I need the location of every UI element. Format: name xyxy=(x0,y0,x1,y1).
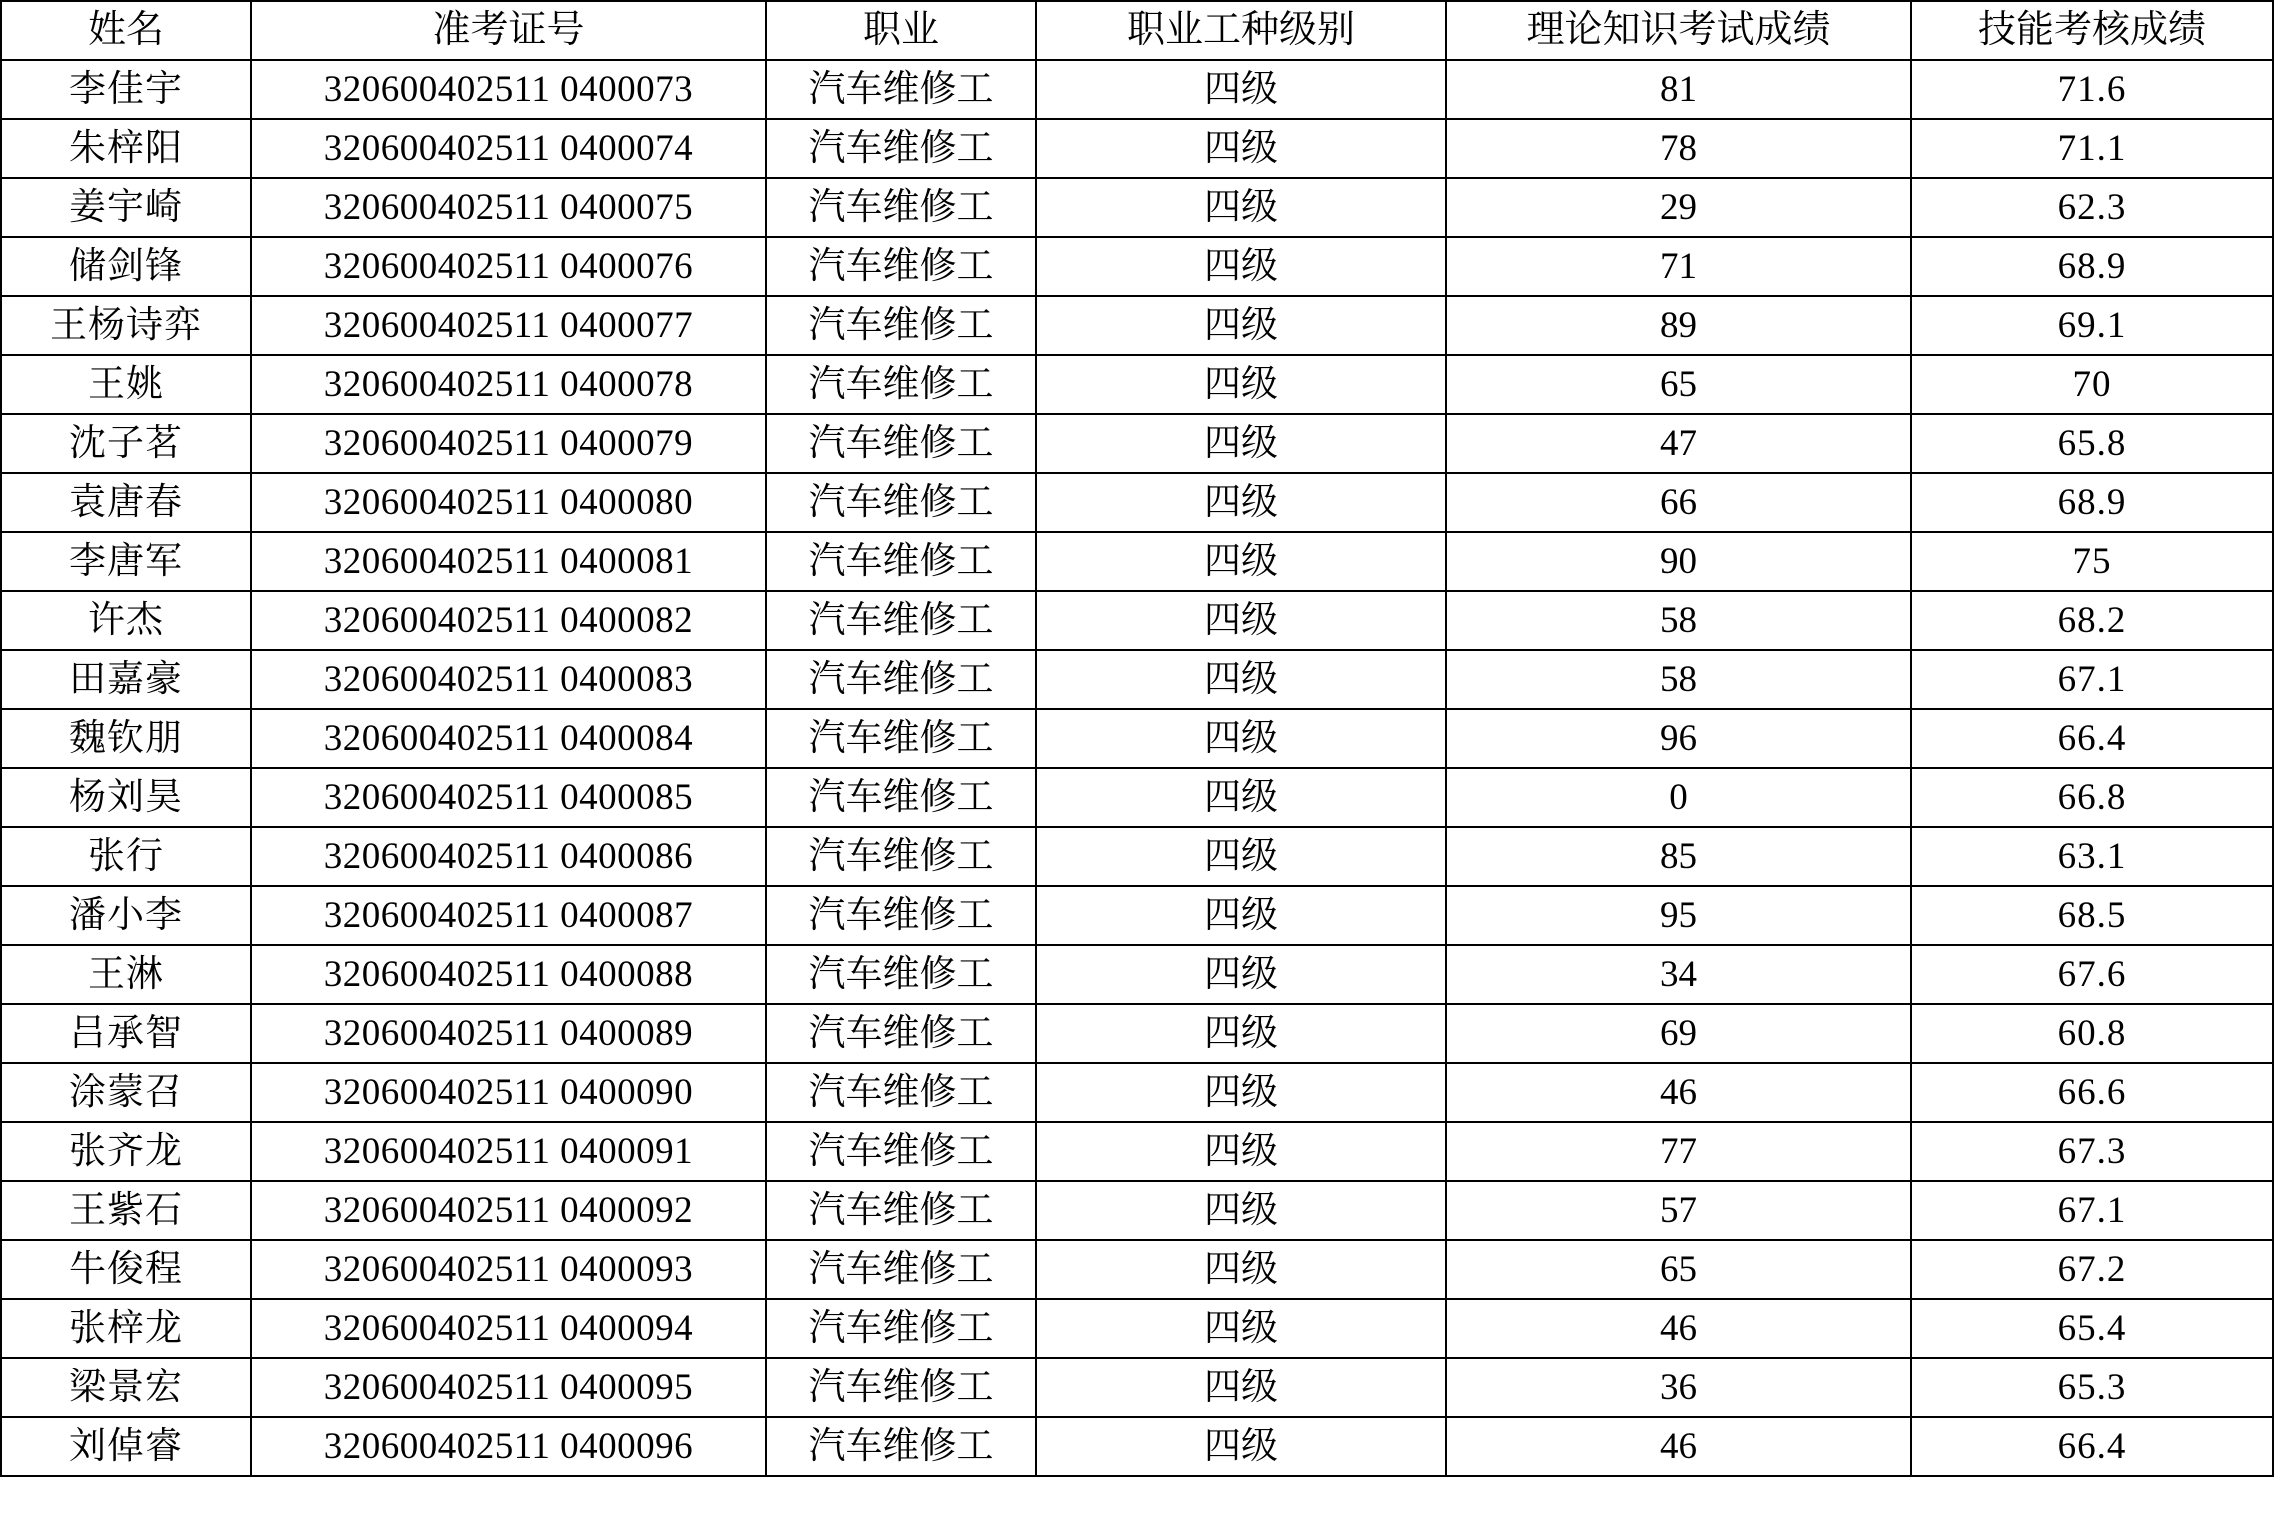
occupation-level: 四级 xyxy=(1036,1063,1446,1122)
column-header-level: 职业工种级别 xyxy=(1036,1,1446,60)
column-header-occupation: 职业 xyxy=(766,1,1036,60)
occupation: 汽车维修工 xyxy=(766,178,1036,237)
occupation: 汽车维修工 xyxy=(766,1063,1036,1122)
occupation-level: 四级 xyxy=(1036,709,1446,768)
ticket-number: 320600402511 0400080 xyxy=(251,473,766,532)
skill-score: 71.6 xyxy=(1911,60,2273,119)
occupation-level: 四级 xyxy=(1036,473,1446,532)
theory-score: 46 xyxy=(1446,1299,1911,1358)
occupation-level: 四级 xyxy=(1036,60,1446,119)
skill-score: 66.8 xyxy=(1911,768,2273,827)
table-row xyxy=(1,1299,2273,1358)
candidate-name: 王杨诗弈 xyxy=(1,296,251,355)
candidate-name: 梁景宏 xyxy=(1,1358,251,1417)
occupation: 汽车维修工 xyxy=(766,60,1036,119)
theory-score: 0 xyxy=(1446,768,1911,827)
table-header-row xyxy=(1,1,2273,60)
occupation: 汽车维修工 xyxy=(766,886,1036,945)
candidate-name: 王姚 xyxy=(1,355,251,414)
skill-score: 70 xyxy=(1911,355,2273,414)
occupation: 汽车维修工 xyxy=(766,1004,1036,1063)
table-row xyxy=(1,1181,2273,1240)
candidate-name: 姜宇崎 xyxy=(1,178,251,237)
table-row xyxy=(1,60,2273,119)
occupation-level: 四级 xyxy=(1036,237,1446,296)
occupation: 汽车维修工 xyxy=(766,296,1036,355)
theory-score: 78 xyxy=(1446,119,1911,178)
ticket-number: 320600402511 0400083 xyxy=(251,650,766,709)
column-header-theory-score: 理论知识考试成绩 xyxy=(1446,1,1911,60)
table-row xyxy=(1,768,2273,827)
occupation-level: 四级 xyxy=(1036,178,1446,237)
skill-score: 65.4 xyxy=(1911,1299,2273,1358)
occupation-level: 四级 xyxy=(1036,296,1446,355)
ticket-number: 320600402511 0400077 xyxy=(251,296,766,355)
table-row xyxy=(1,1240,2273,1299)
column-header-ticket: 准考证号 xyxy=(251,1,766,60)
table-row xyxy=(1,1122,2273,1181)
skill-score: 60.8 xyxy=(1911,1004,2273,1063)
skill-score: 67.1 xyxy=(1911,1181,2273,1240)
skill-score: 62.3 xyxy=(1911,178,2273,237)
candidate-name: 魏钦朋 xyxy=(1,709,251,768)
occupation: 汽车维修工 xyxy=(766,1299,1036,1358)
candidate-name: 储剑锋 xyxy=(1,237,251,296)
ticket-number: 320600402511 0400092 xyxy=(251,1181,766,1240)
candidate-name: 王紫石 xyxy=(1,1181,251,1240)
occupation: 汽车维修工 xyxy=(766,1358,1036,1417)
occupation: 汽车维修工 xyxy=(766,945,1036,1004)
theory-score: 36 xyxy=(1446,1358,1911,1417)
occupation-level: 四级 xyxy=(1036,1181,1446,1240)
theory-score: 58 xyxy=(1446,591,1911,650)
occupation: 汽车维修工 xyxy=(766,1240,1036,1299)
table-row xyxy=(1,237,2273,296)
ticket-number: 320600402511 0400073 xyxy=(251,60,766,119)
candidate-name: 朱梓阳 xyxy=(1,119,251,178)
occupation: 汽车维修工 xyxy=(766,119,1036,178)
occupation: 汽车维修工 xyxy=(766,237,1036,296)
theory-score: 29 xyxy=(1446,178,1911,237)
table-row xyxy=(1,296,2273,355)
table-row xyxy=(1,414,2273,473)
skill-score: 67.2 xyxy=(1911,1240,2273,1299)
table-header xyxy=(1,1,2273,60)
table-row xyxy=(1,709,2273,768)
table-row xyxy=(1,591,2273,650)
candidate-name: 王淋 xyxy=(1,945,251,1004)
occupation: 汽车维修工 xyxy=(766,827,1036,886)
ticket-number: 320600402511 0400081 xyxy=(251,532,766,591)
skill-score: 71.1 xyxy=(1911,119,2273,178)
table-row xyxy=(1,473,2273,532)
theory-score: 66 xyxy=(1446,473,1911,532)
theory-score: 34 xyxy=(1446,945,1911,1004)
occupation: 汽车维修工 xyxy=(766,473,1036,532)
candidate-name: 吕承智 xyxy=(1,1004,251,1063)
ticket-number: 320600402511 0400094 xyxy=(251,1299,766,1358)
skill-score: 68.2 xyxy=(1911,591,2273,650)
table-row xyxy=(1,1417,2273,1476)
column-header-skill-score: 技能考核成绩 xyxy=(1911,1,2273,60)
theory-score: 77 xyxy=(1446,1122,1911,1181)
candidate-name: 杨刘昊 xyxy=(1,768,251,827)
table-row xyxy=(1,945,2273,1004)
occupation-level: 四级 xyxy=(1036,119,1446,178)
table-row xyxy=(1,650,2273,709)
ticket-number: 320600402511 0400079 xyxy=(251,414,766,473)
theory-score: 47 xyxy=(1446,414,1911,473)
table-row xyxy=(1,532,2273,591)
occupation-level: 四级 xyxy=(1036,1299,1446,1358)
skill-score: 63.1 xyxy=(1911,827,2273,886)
candidate-name: 潘小李 xyxy=(1,886,251,945)
occupation: 汽车维修工 xyxy=(766,1417,1036,1476)
table-row xyxy=(1,1004,2273,1063)
skill-score: 68.5 xyxy=(1911,886,2273,945)
candidate-name: 牛俊程 xyxy=(1,1240,251,1299)
occupation-level: 四级 xyxy=(1036,945,1446,1004)
ticket-number: 320600402511 0400088 xyxy=(251,945,766,1004)
ticket-number: 320600402511 0400087 xyxy=(251,886,766,945)
occupation-level: 四级 xyxy=(1036,650,1446,709)
table-row xyxy=(1,355,2273,414)
skill-score: 66.4 xyxy=(1911,1417,2273,1476)
theory-score: 85 xyxy=(1446,827,1911,886)
ticket-number: 320600402511 0400096 xyxy=(251,1417,766,1476)
ticket-number: 320600402511 0400078 xyxy=(251,355,766,414)
table-row xyxy=(1,119,2273,178)
theory-score: 46 xyxy=(1446,1417,1911,1476)
candidate-name: 刘倬睿 xyxy=(1,1417,251,1476)
theory-score: 69 xyxy=(1446,1004,1911,1063)
candidate-name: 张梓龙 xyxy=(1,1299,251,1358)
candidate-name: 袁唐春 xyxy=(1,473,251,532)
theory-score: 58 xyxy=(1446,650,1911,709)
ticket-number: 320600402511 0400086 xyxy=(251,827,766,886)
ticket-number: 320600402511 0400090 xyxy=(251,1063,766,1122)
skill-score: 65.3 xyxy=(1911,1358,2273,1417)
table-body xyxy=(1,60,2273,1476)
ticket-number: 320600402511 0400082 xyxy=(251,591,766,650)
occupation: 汽车维修工 xyxy=(766,414,1036,473)
skill-score: 69.1 xyxy=(1911,296,2273,355)
occupation-level: 四级 xyxy=(1036,532,1446,591)
skill-score: 68.9 xyxy=(1911,473,2273,532)
ticket-number: 320600402511 0400089 xyxy=(251,1004,766,1063)
ticket-number: 320600402511 0400074 xyxy=(251,119,766,178)
skill-score: 67.1 xyxy=(1911,650,2273,709)
candidate-name: 涂蒙召 xyxy=(1,1063,251,1122)
occupation-level: 四级 xyxy=(1036,1358,1446,1417)
theory-score: 95 xyxy=(1446,886,1911,945)
skill-score: 67.6 xyxy=(1911,945,2273,1004)
ticket-number: 320600402511 0400084 xyxy=(251,709,766,768)
candidate-name: 张齐龙 xyxy=(1,1122,251,1181)
ticket-number: 320600402511 0400091 xyxy=(251,1122,766,1181)
occupation-level: 四级 xyxy=(1036,355,1446,414)
column-header-name: 姓名 xyxy=(1,1,251,60)
occupation: 汽车维修工 xyxy=(766,532,1036,591)
theory-score: 90 xyxy=(1446,532,1911,591)
theory-score: 65 xyxy=(1446,1240,1911,1299)
occupation: 汽车维修工 xyxy=(766,768,1036,827)
table-row xyxy=(1,1358,2273,1417)
theory-score: 81 xyxy=(1446,60,1911,119)
theory-score: 71 xyxy=(1446,237,1911,296)
skill-score: 75 xyxy=(1911,532,2273,591)
table-row xyxy=(1,178,2273,237)
occupation-level: 四级 xyxy=(1036,414,1446,473)
occupation-level: 四级 xyxy=(1036,1240,1446,1299)
skill-score: 68.9 xyxy=(1911,237,2273,296)
table-row xyxy=(1,1063,2273,1122)
ticket-number: 320600402511 0400095 xyxy=(251,1358,766,1417)
skill-score: 65.8 xyxy=(1911,414,2273,473)
candidate-name: 沈子茗 xyxy=(1,414,251,473)
candidate-name: 李唐军 xyxy=(1,532,251,591)
occupation: 汽车维修工 xyxy=(766,591,1036,650)
candidate-name: 张行 xyxy=(1,827,251,886)
skill-score: 66.4 xyxy=(1911,709,2273,768)
occupation-level: 四级 xyxy=(1036,886,1446,945)
theory-score: 57 xyxy=(1446,1181,1911,1240)
occupation-level: 四级 xyxy=(1036,1417,1446,1476)
theory-score: 96 xyxy=(1446,709,1911,768)
ticket-number: 320600402511 0400093 xyxy=(251,1240,766,1299)
ticket-number: 320600402511 0400085 xyxy=(251,768,766,827)
candidate-name: 许杰 xyxy=(1,591,251,650)
table-row xyxy=(1,827,2273,886)
occupation: 汽车维修工 xyxy=(766,650,1036,709)
candidate-name: 田嘉豪 xyxy=(1,650,251,709)
occupation: 汽车维修工 xyxy=(766,1181,1036,1240)
ticket-number: 320600402511 0400075 xyxy=(251,178,766,237)
skill-score: 66.6 xyxy=(1911,1063,2273,1122)
occupation: 汽车维修工 xyxy=(766,355,1036,414)
table-row xyxy=(1,886,2273,945)
occupation-level: 四级 xyxy=(1036,591,1446,650)
occupation: 汽车维修工 xyxy=(766,709,1036,768)
occupation-level: 四级 xyxy=(1036,768,1446,827)
skill-score: 67.3 xyxy=(1911,1122,2273,1181)
candidate-name: 李佳宇 xyxy=(1,60,251,119)
theory-score: 65 xyxy=(1446,355,1911,414)
occupation: 汽车维修工 xyxy=(766,1122,1036,1181)
theory-score: 89 xyxy=(1446,296,1911,355)
theory-score: 46 xyxy=(1446,1063,1911,1122)
occupation-level: 四级 xyxy=(1036,1122,1446,1181)
occupation-level: 四级 xyxy=(1036,1004,1446,1063)
occupation-level: 四级 xyxy=(1036,827,1446,886)
ticket-number: 320600402511 0400076 xyxy=(251,237,766,296)
